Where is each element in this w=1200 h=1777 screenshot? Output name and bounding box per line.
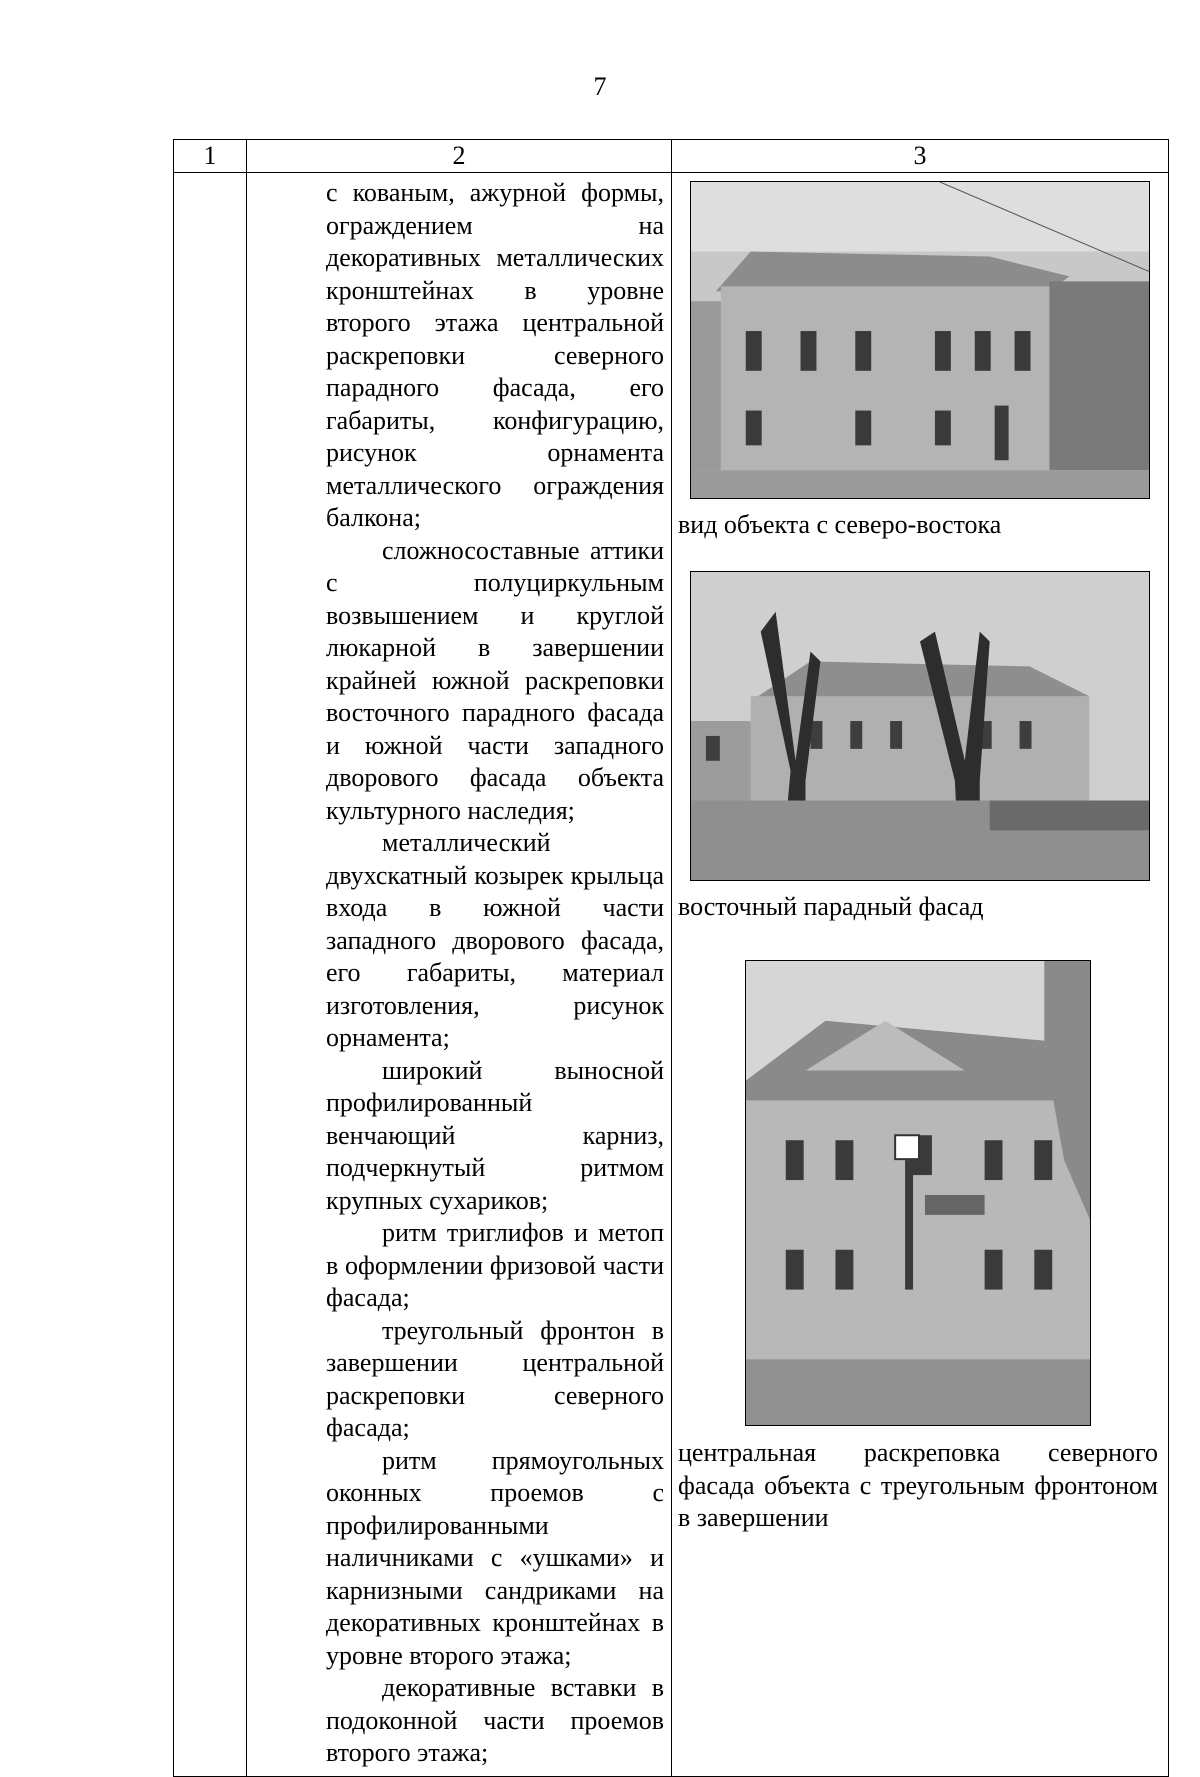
description-cell [247, 173, 672, 1777]
building-photo-icon [690, 571, 1150, 881]
page-number: 7 [593, 72, 607, 101]
building-photo-icon [745, 960, 1091, 1426]
column-header-2: 2 [247, 140, 672, 173]
table-row [174, 173, 1169, 1777]
column-header-1: 1 [174, 140, 247, 173]
paragraph-attics: сложносоставные аттики с полуциркульным возвышением и круглой люкарной в завершении крайней южной раскреповки восточного парадного фасада и южной части западного дворового фасада объекта культурного наследия; [326, 535, 664, 825]
paragraph-decorative-inserts: декоративные вставки в подоконной части проемов второго этажа; [326, 1673, 664, 1767]
paragraph-cornice: широкий выносной профилированный венчающий карниз, подчеркнутый ритмом крупных сухариков; [326, 1055, 664, 1215]
photo-caption: центральная раскреповка северного фасада объекта с треугольным фронтоном в завершении [678, 1438, 1158, 1532]
photos-cell [672, 173, 1169, 1777]
building-photo-icon [690, 181, 1150, 499]
photo-caption: вид объекта с северо-востока [678, 510, 1002, 539]
paragraph-balcony-railing: с кованым, ажурной формы, ограждением на декоративных металлических кронштейнах в уровне второго этажа центральной раскреповки северного парадного фасада, его габариты, конфигурацию, рисунок орнамента металлического ограждения балкона; [326, 178, 664, 532]
paragraph-pediment: треугольный фронтон в завершении центральной раскреповки северного фасада; [326, 1315, 664, 1442]
paragraph-canopy: металлический двухскатный козырек крыльца входа в южной части западного дворового фасада, его габариты, материал изготовления, рисунок орнамента; [326, 828, 664, 1052]
table-header-row [174, 140, 1169, 173]
objects-table [173, 139, 1169, 1777]
paragraph-window-openings: ритм прямоугольных оконных проемов с профилированными наличниками с «ушками» и карнизными сандриками на декоративных кронштейнах в уровне второго этажа; [326, 1445, 664, 1670]
paragraph-triglyphs: ритм триглифов и метоп в оформлении фризовой части фасада; [326, 1218, 664, 1312]
column-header-3: 3 [672, 140, 1169, 173]
photo-caption: восточный парадный фасад [678, 892, 984, 921]
row-number-cell [174, 173, 247, 1777]
